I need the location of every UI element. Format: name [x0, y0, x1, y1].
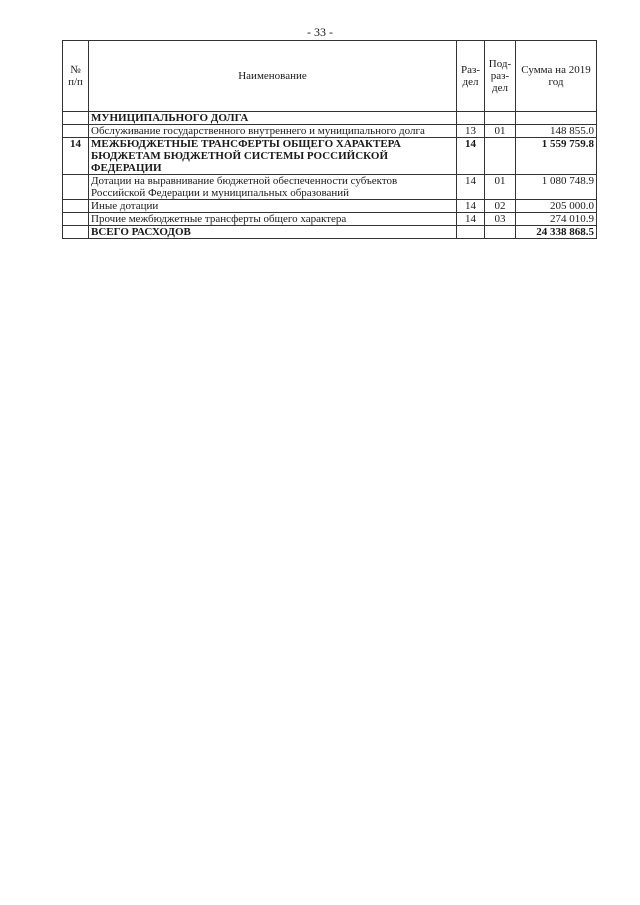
row-sum: 205 000.0: [516, 200, 597, 213]
row-podrazdel: 01: [485, 125, 516, 138]
header-podrazdel: Под-раз-дел: [485, 41, 516, 112]
row-number: [63, 112, 89, 125]
header-sum: Сумма на 2019 год: [516, 41, 597, 112]
row-sum: 24 338 868.5: [516, 226, 597, 239]
row-name: МУНИЦИПАЛЬНОГО ДОЛГА: [89, 112, 457, 125]
header-name: Наименование: [89, 41, 457, 112]
row-razdel: [457, 112, 485, 125]
row-podrazdel: 03: [485, 213, 516, 226]
table-body: [63, 112, 597, 239]
table-row: [63, 125, 597, 138]
row-number: 14: [63, 138, 89, 175]
table-row: [63, 138, 597, 175]
row-sum: [516, 112, 597, 125]
row-number: [63, 213, 89, 226]
row-name: ВСЕГО РАСХОДОВ: [89, 226, 457, 239]
row-number: [63, 125, 89, 138]
row-podrazdel: [485, 226, 516, 239]
row-sum: 274 010.9: [516, 213, 597, 226]
row-number: [63, 200, 89, 213]
row-razdel: 14: [457, 138, 485, 175]
table-row: [63, 200, 597, 213]
row-podrazdel: [485, 138, 516, 175]
row-sum: 1 080 748.9: [516, 175, 597, 200]
row-name: Прочие межбюджетные трансферты общего характера: [89, 213, 457, 226]
row-podrazdel: 02: [485, 200, 516, 213]
table-header-row: [63, 41, 597, 112]
row-name: Дотации на выравнивание бюджетной обеспеченности субъектов Российской Федерации и муниципальных образований: [89, 175, 457, 200]
row-sum: 148 855.0: [516, 125, 597, 138]
row-razdel: 13: [457, 125, 485, 138]
header-num: № п/п: [63, 41, 89, 112]
row-name: МЕЖБЮДЖЕТНЫЕ ТРАНСФЕРТЫ ОБЩЕГО ХАРАКТЕРА БЮДЖЕТАМ БЮДЖЕТНОЙ СИСТЕМЫ РОССИЙСКОЙ ФЕДЕРАЦИИ: [89, 138, 457, 175]
row-number: [63, 175, 89, 200]
row-name: Иные дотации: [89, 200, 457, 213]
row-podrazdel: [485, 112, 516, 125]
table-row: [63, 112, 597, 125]
row-podrazdel: 01: [485, 175, 516, 200]
row-number: [63, 226, 89, 239]
row-razdel: 14: [457, 200, 485, 213]
page-number: - 33 -: [307, 25, 333, 39]
row-sum: 1 559 759.8: [516, 138, 597, 175]
table-row: [63, 175, 597, 200]
table-row: [63, 213, 597, 226]
table-row: [63, 226, 597, 239]
row-razdel: 14: [457, 213, 485, 226]
budget-table: [62, 40, 597, 239]
row-razdel: [457, 226, 485, 239]
row-name: Обслуживание государственного внутреннего и муниципального долга: [89, 125, 457, 138]
row-razdel: 14: [457, 175, 485, 200]
header-razdel: Раз-дел: [457, 41, 485, 112]
